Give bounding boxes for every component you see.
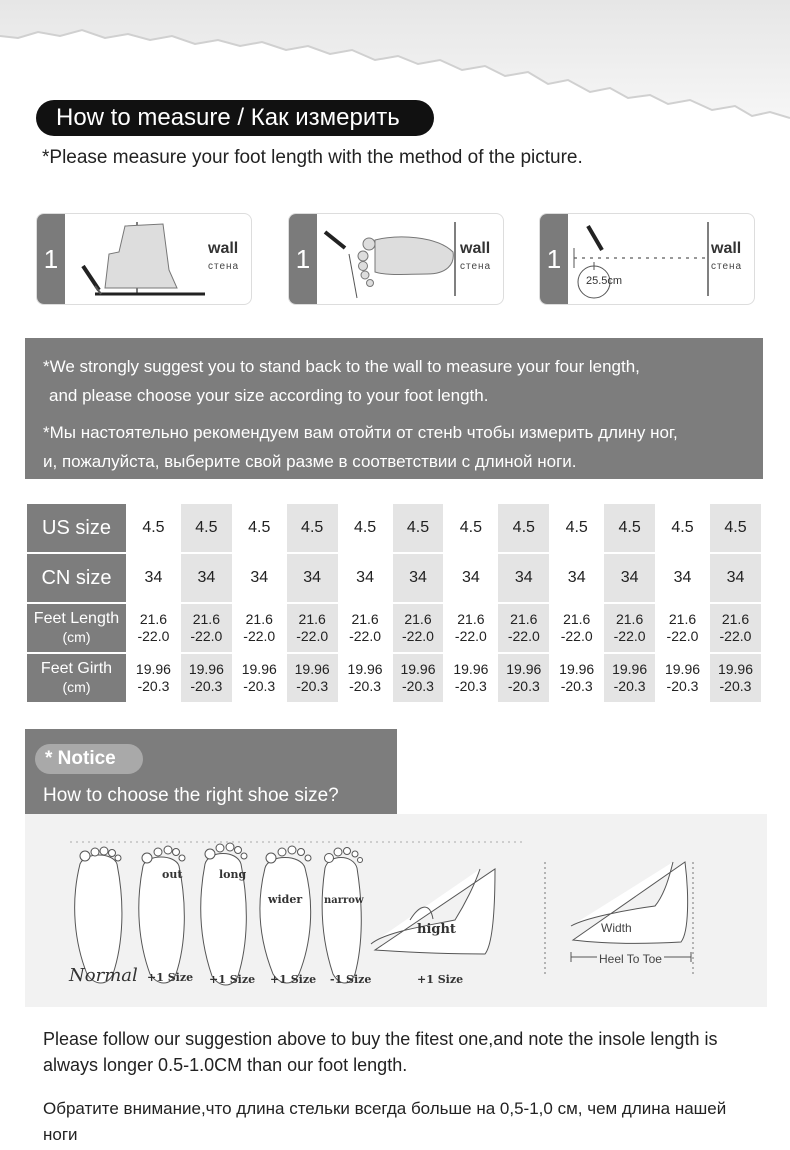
feet-length-cell-value: -22.0: [243, 628, 276, 644]
feet-girth-cell-value: 19.96: [241, 661, 277, 677]
us-size-cell: [444, 503, 497, 553]
feet-girth-cell-value: -20.3: [296, 678, 329, 694]
foot-type-label: narrow: [324, 895, 364, 906]
foot-type-advice: +1 Size: [147, 971, 194, 984]
us-size-cell-value: 4.5: [406, 519, 430, 536]
wall-label-ru: стена: [711, 261, 743, 272]
feet-girth-cell-value: -20.3: [190, 678, 223, 694]
us-size-cell-value: 4.5: [618, 519, 641, 536]
foot-type-label: out: [162, 868, 183, 881]
step-number: 1: [540, 214, 568, 304]
feet-girth-cell-value: 19.96: [294, 661, 330, 677]
feet-girth-cell: [180, 653, 233, 703]
feet-girth-cell: [233, 653, 286, 703]
feet-girth-cell-value: -20.3: [243, 678, 276, 694]
feet-length-cell-value: -22.0: [296, 628, 329, 644]
us-size-cell-value: 4.5: [671, 519, 694, 536]
feet-girth-cell: [497, 653, 550, 703]
foot-top-illustration: [317, 214, 461, 305]
us-size-cell: [233, 503, 286, 553]
feet-length-cell-value: -22.0: [349, 628, 382, 644]
row-label-girth-text: Feet Girth: [40, 660, 113, 677]
feet-girth-cell-value: 19.96: [664, 661, 701, 677]
feet-length-cell-value: 21.6: [457, 611, 485, 627]
width-label: Width: [601, 921, 632, 935]
wall-label: wall: [460, 240, 491, 257]
measure-value: 25.5cm: [586, 275, 623, 287]
table-row-cn: [26, 553, 762, 603]
feet-length-cell-value: 21.6: [298, 611, 326, 627]
us-size-cell: [127, 503, 180, 553]
row-label-length: [26, 603, 127, 653]
feet-length-cell: [550, 603, 603, 653]
us-size-cell-value: 4.5: [301, 519, 324, 536]
notice-box: [25, 729, 397, 814]
suggestion-box: [25, 338, 763, 479]
foot-type-normal-name: Normal: [69, 965, 138, 986]
foot-type-label: wider: [268, 893, 303, 906]
cn-size-cell-value: 34: [726, 569, 745, 586]
row-label-girth-unit: (cm): [62, 679, 91, 695]
footer-note-en: Please follow our suggestion above to buy the fitest one,and note the insole length is always longer 0.5-1.0CM than our foot length.: [43, 1029, 718, 1075]
row-label-length-unit: (cm): [62, 629, 91, 645]
foot-type-advice: +1 Size: [209, 973, 256, 986]
feet-girth-cell-value: 19.96: [453, 661, 489, 677]
feet-length-cell: [127, 603, 180, 653]
feet-length-cell-value: 21.6: [245, 611, 273, 627]
cn-size-cell-value: 34: [409, 569, 427, 586]
table-row-length: [26, 603, 762, 653]
feet-length-cell: [709, 603, 762, 653]
feet-girth-cell-value: 19.96: [135, 661, 171, 677]
notice-subtitle: How to choose the right shoe size?: [43, 785, 339, 806]
feet-girth-cell: [127, 653, 180, 703]
ruler-illustration: [568, 214, 712, 305]
us-size-cell-value: 4.5: [195, 519, 218, 536]
feet-length-cell-value: 21.6: [563, 611, 591, 627]
cn-size-cell-value: 34: [197, 569, 216, 586]
feet-length-cell-value: -22.0: [719, 628, 752, 644]
us-size-cell-value: 4.5: [512, 519, 535, 536]
feet-girth-cell: [550, 653, 603, 703]
feet-girth-cell-value: -20.3: [349, 678, 382, 694]
suggestion-en-line2: and please choose your size according to your foot length.: [49, 386, 489, 405]
row-label-girth: [26, 653, 127, 703]
section-title: How to measure / Как измерить: [36, 100, 434, 136]
feet-length-cell-value: 21.6: [615, 611, 644, 627]
us-size-cell-value: 4.5: [724, 519, 747, 536]
feet-length-cell-value: -22.0: [137, 628, 170, 644]
step-number: 1: [37, 214, 65, 304]
row-label-us: US size: [26, 503, 127, 553]
step-card-ruler: [539, 213, 755, 305]
feet-length-cell: [656, 603, 709, 653]
cn-size-cell: [339, 553, 392, 603]
feet-length-cell: [392, 603, 445, 653]
feet-girth-cell: [444, 653, 497, 703]
us-size-cell: [286, 503, 339, 553]
feet-girth-cell-value: -20.3: [560, 678, 593, 694]
foot-type-label: long: [219, 868, 247, 881]
feet-length-cell-value: -22.0: [613, 628, 646, 644]
feet-girth-cell-value: 19.96: [506, 661, 542, 677]
cn-size-cell: [127, 553, 180, 603]
wall-label-ru: стена: [460, 261, 492, 272]
foot-type-label: hight: [417, 922, 456, 937]
feet-girth-cell-value: 19.96: [559, 661, 595, 677]
cn-size-cell-value: 34: [567, 569, 586, 586]
foot-type-advice: -1 Size: [330, 973, 372, 986]
feet-girth-cell: [603, 653, 656, 703]
feet-girth-cell-value: -20.3: [666, 678, 699, 694]
us-size-cell: [603, 503, 656, 553]
us-size-cell-value: 4.5: [459, 519, 483, 536]
cn-size-cell: [233, 553, 286, 603]
table-row-girth: [26, 653, 762, 703]
feet-length-cell: [233, 603, 286, 653]
suggestion-ru-line1: *Мы настоятельно рекомендуем вам отойти от стенb чтобы измерить длину ног,: [43, 423, 678, 442]
cn-size-cell-value: 34: [673, 569, 692, 586]
cn-size-cell: [550, 553, 603, 603]
cn-size-cell-value: 34: [144, 569, 163, 586]
step-card-side-view: [36, 213, 252, 305]
us-size-cell-value: 4.5: [142, 519, 165, 536]
feet-girth-cell-value: -20.3: [402, 678, 434, 694]
feet-girth-cell: [656, 653, 709, 703]
row-label-cn: CN size: [26, 553, 127, 603]
feet-length-cell: [603, 603, 656, 653]
measure-instruction: *Please measure your foot length with the method of the picture.: [42, 147, 583, 168]
feet-girth-cell-value: 19.96: [188, 661, 224, 677]
foot-side-illustration: [65, 214, 209, 305]
wall-label: wall: [711, 240, 742, 257]
size-chart-table: [25, 502, 763, 704]
feet-girth-cell-value: 19.96: [400, 661, 436, 677]
us-size-cell-value: 4.5: [565, 519, 588, 536]
feet-length-cell-value: -22.0: [560, 628, 593, 644]
feet-girth-cell: [339, 653, 392, 703]
us-size-cell: [656, 503, 709, 553]
us-size-cell-value: 4.5: [353, 519, 377, 536]
us-size-cell: [180, 503, 233, 553]
foot-type-advice: +1 Size: [417, 973, 464, 986]
us-size-cell: [497, 503, 550, 553]
feet-length-cell-value: 21.6: [721, 611, 750, 627]
feet-length-cell-value: 21.6: [192, 611, 220, 627]
cn-size-cell: [656, 553, 709, 603]
row-label-length-text: Feet Length: [33, 610, 120, 627]
table-row-us: [26, 503, 762, 553]
feet-girth-cell-value: 19.96: [347, 661, 383, 677]
cn-size-cell-value: 34: [250, 569, 269, 586]
feet-length-cell-value: -22.0: [507, 628, 540, 644]
feet-length-cell: [444, 603, 497, 653]
cn-size-cell: [497, 553, 550, 603]
us-size-cell: [709, 503, 762, 553]
feet-girth-cell-value: -20.3: [454, 678, 487, 694]
feet-girth-cell: [709, 653, 762, 703]
feet-length-cell-value: -22.0: [454, 628, 487, 644]
feet-girth-cell-value: 19.96: [717, 661, 753, 677]
feet-girth-cell-value: -20.3: [719, 678, 752, 694]
feet-girth-cell-value: -20.3: [613, 678, 646, 694]
step-number: 1: [289, 214, 317, 304]
suggestion-ru-line2: и, пожалуйста, выберите свой разме в соответствии с длиной ноги.: [43, 452, 577, 471]
cn-size-cell-value: 34: [461, 569, 480, 586]
feet-girth-cell: [286, 653, 339, 703]
feet-length-cell-value: 21.6: [668, 611, 697, 627]
cn-size-cell-value: 34: [303, 569, 322, 586]
feet-length-cell-value: -22.0: [402, 628, 434, 644]
cn-size-cell-value: 34: [514, 569, 533, 586]
feet-length-cell-value: -22.0: [190, 628, 223, 644]
footer-note-ru: Обратите внимание,что длина стельки всегда больше на 0,5-1,0 см, чем длина нашей ноги: [43, 1099, 727, 1144]
wall-label: wall: [208, 240, 239, 257]
feet-length-cell-value: 21.6: [404, 611, 432, 627]
cn-size-cell: [180, 553, 233, 603]
feet-length-cell-value: 21.6: [139, 611, 168, 627]
feet-length-cell: [286, 603, 339, 653]
us-size-cell: [392, 503, 445, 553]
foot-type-advice: +1 Size: [270, 973, 317, 986]
cn-size-cell: [709, 553, 762, 603]
feet-length-cell-value: -22.0: [666, 628, 699, 644]
us-size-cell: [339, 503, 392, 553]
feet-length-cell-value: 21.6: [351, 611, 379, 627]
cn-size-cell: [444, 553, 497, 603]
us-size-cell-value: 4.5: [248, 519, 271, 536]
foot-types-illustration: [25, 814, 767, 1007]
feet-length-cell-value: 21.6: [510, 611, 538, 627]
feet-length-cell: [180, 603, 233, 653]
cn-size-cell: [392, 553, 445, 603]
cn-size-cell: [603, 553, 656, 603]
cn-size-cell-value: 34: [356, 569, 374, 586]
feet-girth-cell-value: -20.3: [137, 678, 170, 694]
feet-girth-cell-value: 19.96: [612, 661, 648, 677]
cn-size-cell: [286, 553, 339, 603]
us-size-cell: [550, 503, 603, 553]
feet-girth-cell: [392, 653, 445, 703]
notice-tag: * Notice: [35, 744, 143, 774]
cn-size-cell-value: 34: [620, 569, 639, 586]
feet-length-cell: [497, 603, 550, 653]
feet-girth-cell-value: -20.3: [507, 678, 540, 694]
suggestion-en-line1: *We strongly suggest you to stand back to the wall to measure your four length,: [43, 357, 640, 376]
wall-label-ru: стена: [208, 261, 240, 272]
feet-length-cell: [339, 603, 392, 653]
heel-to-toe-label: Heel To Toe: [599, 952, 662, 966]
step-card-top-view: [288, 213, 504, 305]
